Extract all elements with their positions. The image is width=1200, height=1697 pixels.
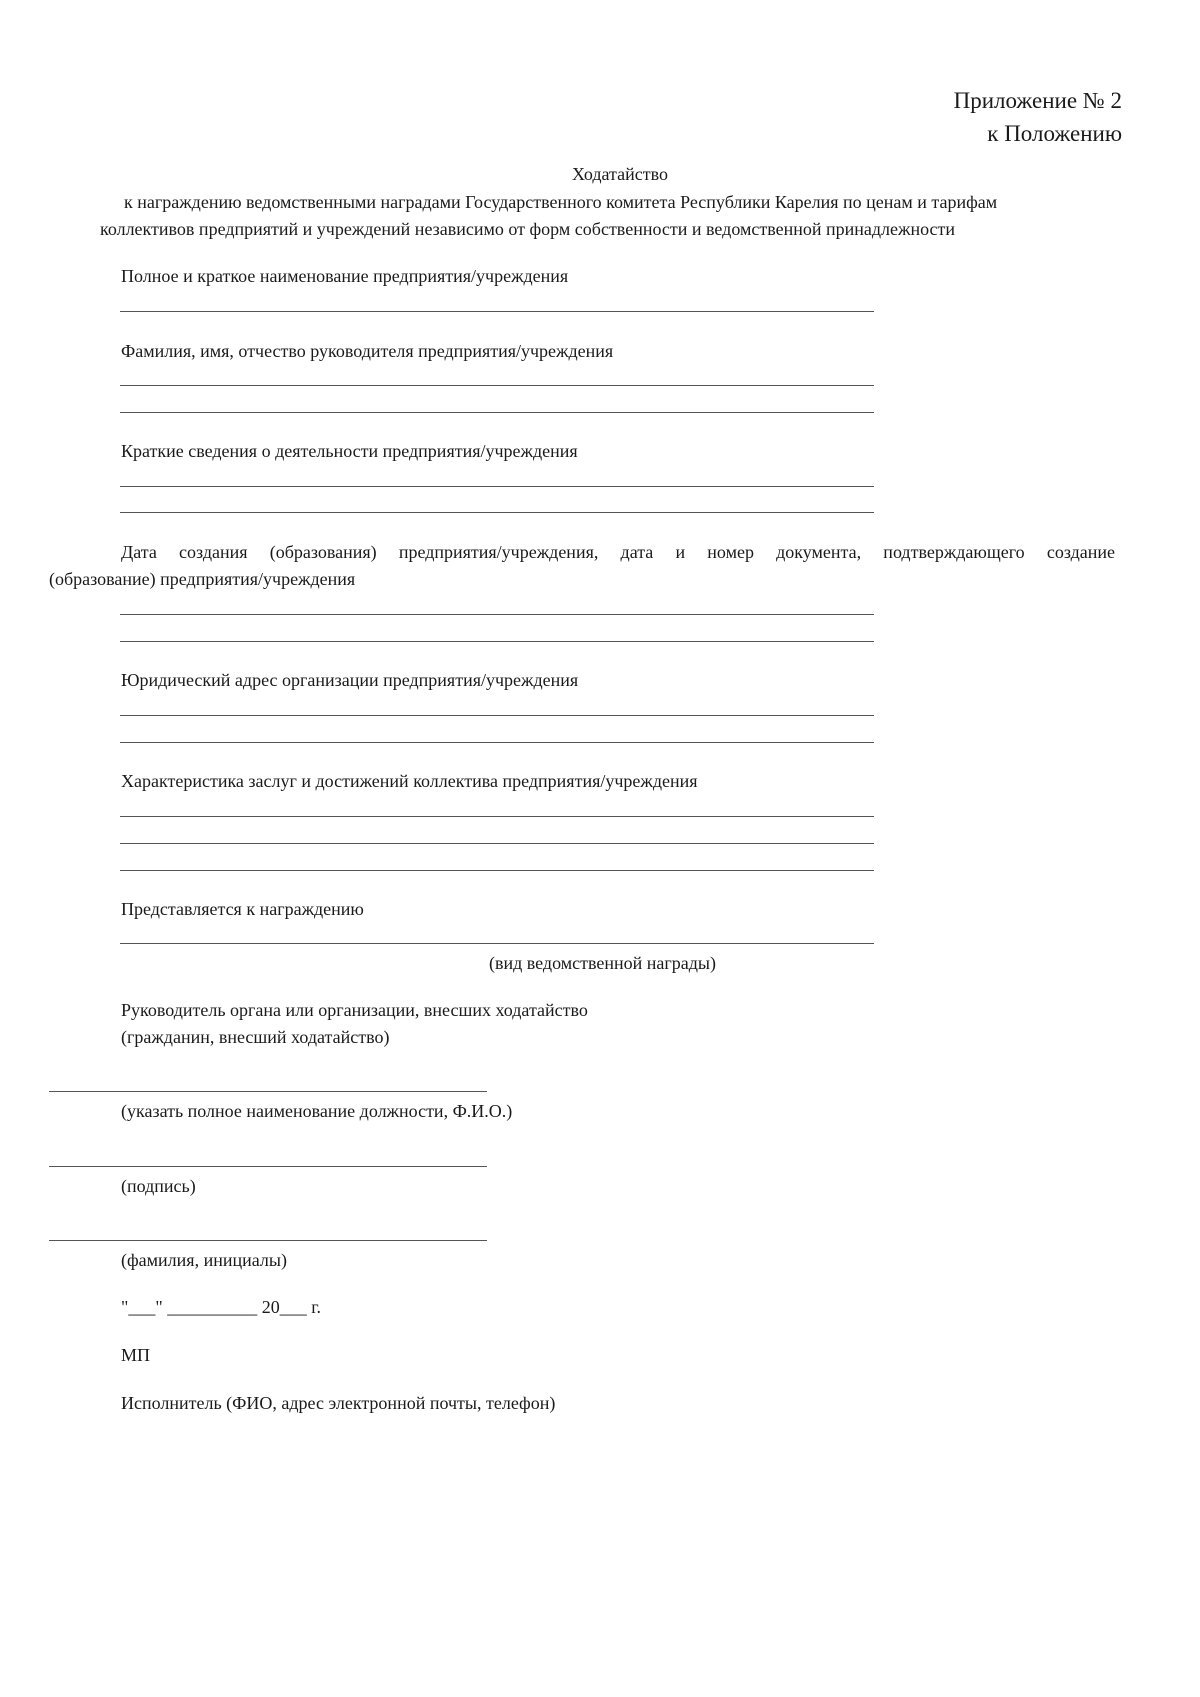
label-award: Представляется к награждению <box>121 899 364 919</box>
legal-address-field-line[interactable] <box>120 715 874 716</box>
label-merits: Характеристика заслуг и достижений коллектива предприятия/учреждения <box>121 771 698 791</box>
label-legal-address: Юридический адрес организации предприятия/учреждения <box>121 670 579 690</box>
title-line-2: коллективов предприятий и учреждений независимо от форм собственности и ведомственной принадлежности <box>100 219 956 239</box>
surname-caption: (фамилия, инициалы) <box>121 1250 287 1270</box>
head-name-field-line[interactable] <box>120 412 874 413</box>
legal-address-field-line[interactable] <box>120 742 874 743</box>
activity-field-line[interactable] <box>120 486 874 487</box>
document-title: Ходатайство <box>572 164 668 184</box>
merits-field-line[interactable] <box>120 843 874 844</box>
appendix-number: Приложение № 2 <box>953 88 1122 113</box>
founding-field-line[interactable] <box>120 614 874 615</box>
label-full-name: Полное и краткое наименование предприятия/учреждения <box>121 266 569 286</box>
label-founding-line-1: Дата создания (образования) предприятия/учреждения, дата и номер документа, подтверждающего создание <box>121 542 1115 562</box>
founding-field-line[interactable] <box>120 641 874 642</box>
full-name-field-line[interactable] <box>120 311 874 312</box>
position-field-line[interactable] <box>49 1091 487 1092</box>
position-caption: (указать полное наименование должности, Ф.И.О.) <box>121 1101 513 1121</box>
label-citizen-signatory: (гражданин, внесший ходатайство) <box>121 1027 390 1047</box>
label-head-signatory: Руководитель органа или организации, внесших ходатайство <box>121 1000 588 1020</box>
award-field-line[interactable] <box>120 943 874 944</box>
award-caption: (вид ведомственной награды) <box>489 953 717 973</box>
signature-caption: (подпись) <box>121 1176 196 1196</box>
head-name-field-line[interactable] <box>120 385 874 386</box>
label-head-name: Фамилия, имя, отчество руководителя предприятия/учреждения <box>121 341 614 361</box>
date-field[interactable]: "___" __________ 20___ г. <box>121 1297 322 1317</box>
signature-field-line[interactable] <box>49 1166 487 1167</box>
appendix-reference: к Положению <box>987 121 1122 146</box>
title-line-1: к награждению ведомственными наградами Государственного комитета Республики Карелия по ценам и тарифам <box>124 192 998 212</box>
merits-field-line[interactable] <box>120 870 874 871</box>
label-activity: Краткие сведения о деятельности предприятия/учреждения <box>121 441 578 461</box>
activity-field-line[interactable] <box>120 512 874 513</box>
stamp-label: МП <box>121 1345 151 1365</box>
surname-field-line[interactable] <box>49 1240 487 1241</box>
merits-field-line[interactable] <box>120 816 874 817</box>
executor-label: Исполнитель (ФИО, адрес электронной почты, телефон) <box>121 1393 556 1413</box>
label-founding-line-2: (образование) предприятия/учреждения <box>49 569 356 589</box>
